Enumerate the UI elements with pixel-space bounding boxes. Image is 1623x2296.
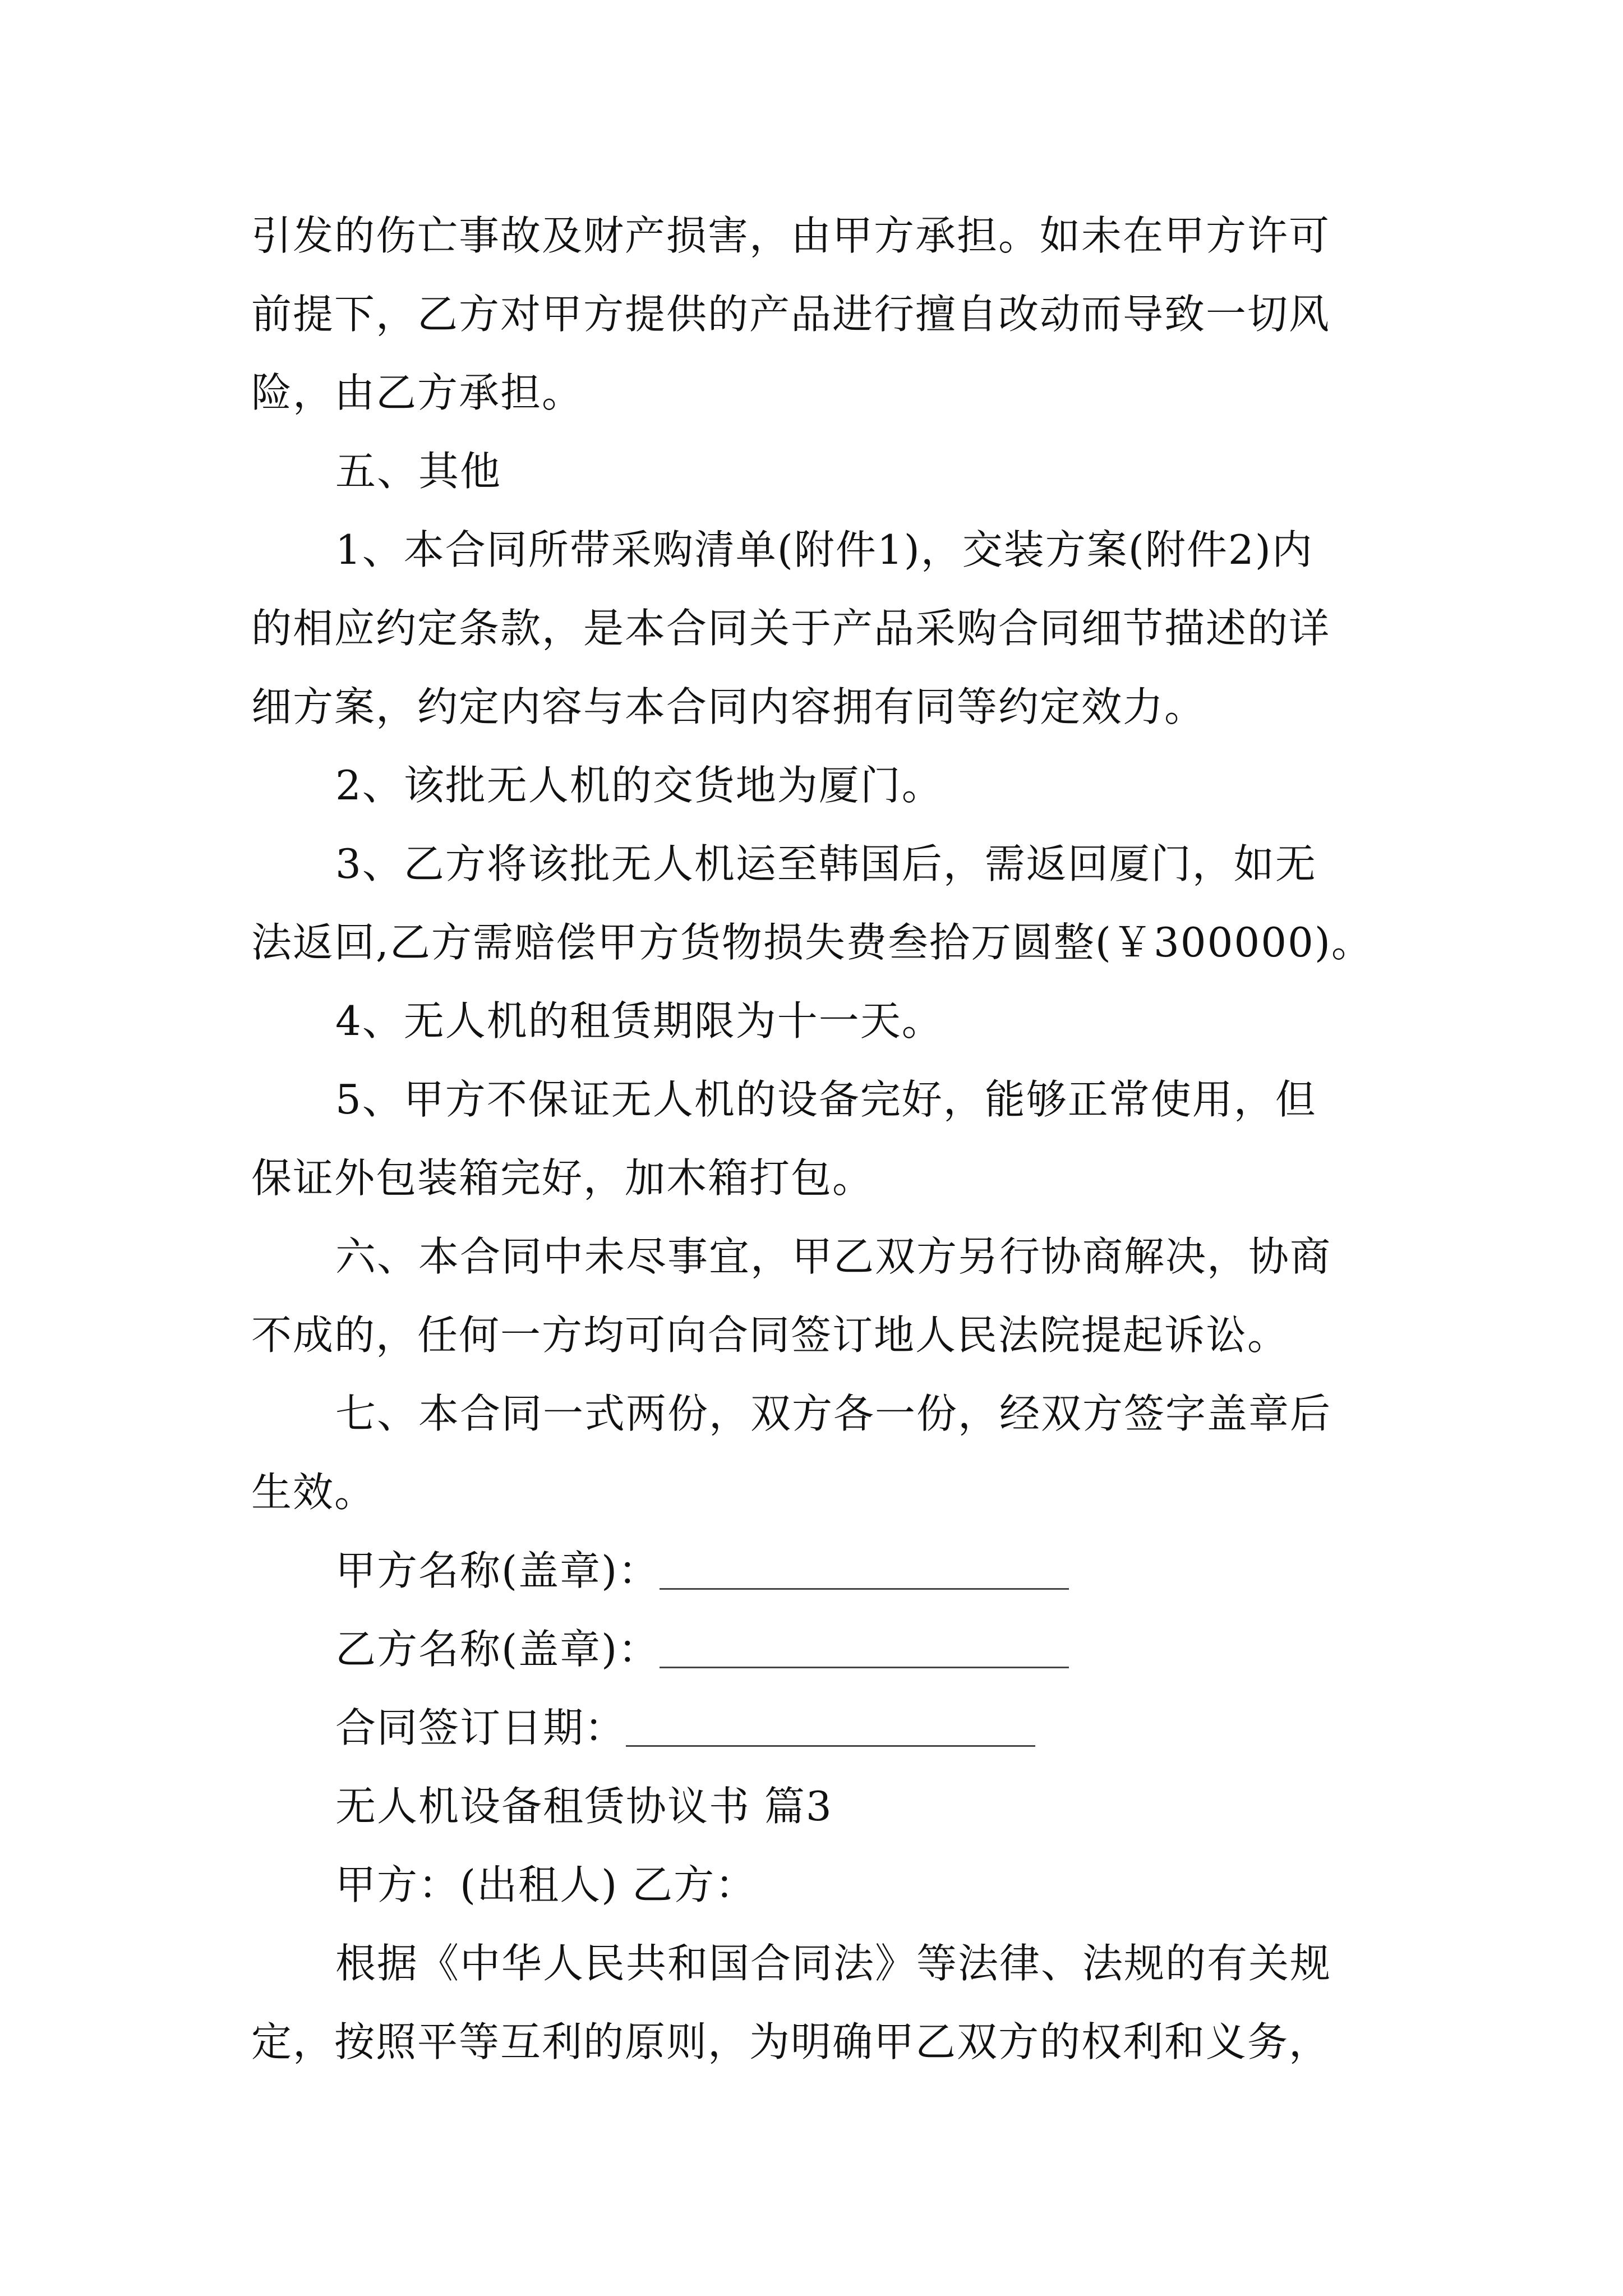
paragraph-line: 保证外包装箱完好，加木箱打包。 (251, 1154, 874, 1202)
paragraph-line: 前提下，乙方对甲方提供的产品进行擅自改动而导致一切风 (251, 291, 1331, 338)
party-b-signature-blank[interactable] (660, 1627, 1069, 1668)
paragraph-line: 六、本合同中未尽事宜，甲乙双方另行协商解决，协商 (335, 1233, 1332, 1280)
paragraph-line: 细方案，约定内容与本合同内容拥有同等约定效力。 (251, 683, 1206, 730)
paragraph-line: 2、该批无人机的交货地为厦门。 (335, 762, 943, 809)
paragraph-line: 七、本合同一式两份，双方各一份，经双方签字盖章后 (335, 1390, 1332, 1437)
paragraph-line: 3、乙方将该批无人机运至韩国后，需返回厦门，如无 (335, 840, 1317, 887)
paragraph-line: 4、无人机的租赁期限为十一天。 (335, 997, 943, 1045)
paragraph-line: 不成的，任何一方均可向合同签订地人民法院提起诉讼。 (251, 1312, 1289, 1359)
paragraph-line: 根据《中华人民共和国合同法》等法律、法规的有关规 (335, 1940, 1332, 1987)
section-title: 无人机设备租赁协议书 篇3 (335, 1783, 833, 1830)
paragraph-line: 法返回,乙方需赔偿甲方货物损失费叁拾万圆整(￥300000)。 (251, 919, 1373, 966)
sign-date-blank[interactable] (626, 1706, 1035, 1747)
party-b-label: 乙方名称(盖章)： (335, 1626, 660, 1673)
party-a-label: 甲方名称(盖章)： (335, 1547, 660, 1594)
paragraph-line: 生效。 (251, 1469, 376, 1516)
paragraph-line: 引发的伤亡事故及财产损害，由甲方承担。如未在甲方许可 (251, 212, 1331, 259)
paragraph-line: 险，由乙方承担。 (251, 369, 584, 416)
sign-date-row (335, 1700, 1035, 1756)
section-heading: 五、其他 (335, 448, 502, 495)
party-a-signature-row (335, 1543, 1069, 1599)
party-a-signature-blank[interactable] (660, 1549, 1069, 1590)
paragraph-line: 5、甲方不保证无人机的设备完好，能够正常使用，但 (335, 1076, 1317, 1123)
sign-date-label: 合同签订日期： (335, 1704, 626, 1751)
party-b-signature-row (335, 1621, 1069, 1677)
paragraph-line: 的相应约定条款，是本合同关于产品采购合同细节描述的详 (251, 605, 1331, 652)
paragraph-line: 1、本合同所带采购清单(附件1)，交装方案(附件2)内 (335, 526, 1313, 573)
parties-line: 甲方：(出租人) 乙方： (335, 1861, 757, 1908)
paragraph-line: 定，按照平等互利的原则，为明确甲乙双方的权利和义务， (251, 2018, 1331, 2065)
